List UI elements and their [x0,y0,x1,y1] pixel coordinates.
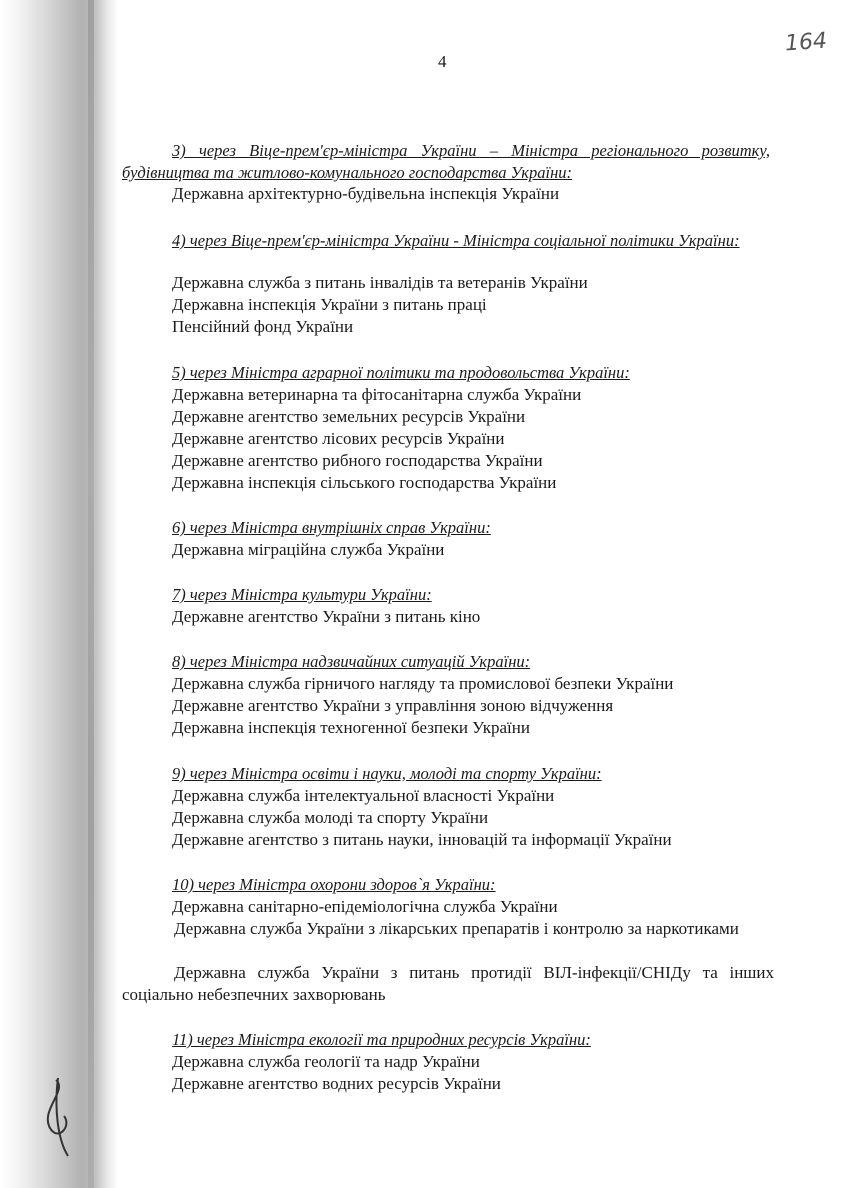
section-item: Державна ветеринарна та фітосанітарна служба України [172,385,582,404]
section-item: Державне агентство України з управління зоною відчуження [172,696,614,715]
section-item: Пенсійний фонд України [172,317,354,336]
section-item: Державна інспекція сільського господарства України [172,473,557,492]
section-item: Державне агентство рибного господарства України [172,451,543,470]
section-item: Державне агентство водних ресурсів України [172,1074,501,1093]
section-heading: 7) через Міністра культури України: [172,585,432,604]
section-item: Державна служба гірничого нагляду та промислової безпеки України [172,674,674,693]
section-item: Державне агентство лісових ресурсів України [172,429,505,448]
section-heading: 10) через Міністра охорони здоров`я України: [172,875,496,894]
section-item: Державне агентство земельних ресурсів України [172,407,526,426]
section-item: Державна служба інтелектуальної власності України [172,786,555,805]
section-item: Державна служба з питань інвалідів та ветеранів України [172,273,588,292]
section-item: Державна служба України з лікарських препаратів і контролю за наркотиками [174,919,739,938]
section-item: Державне агентство з питань науки, інновацій та інформації України [172,830,672,849]
scan-shadow-line [88,0,94,1188]
section-item: Державна архітектурно-будівельна інспекція України [172,184,560,203]
section-item: Державна міграційна служба України [172,540,445,559]
section-heading: 3) через Віце-прем'єр-міністра України – Міністра регіонального розвитку, будівництва та житлово-комунального господарства України: [122,141,770,182]
section-heading: 6) через Міністра внутрішніх справ України: [172,518,491,537]
section-heading: 9) через Міністра освіти і науки, молоді та спорту України: [172,764,602,783]
section-item: Державна служба геології та надр України [172,1052,480,1071]
section-item: Державне агентство України з питань кіно [172,607,481,626]
section-heading: 11) через Міністра екології та природних ресурсів України: [172,1030,591,1049]
section-item: Державна служба молоді та спорту України [172,808,489,827]
page-number: 4 [438,52,447,71]
section-item: Державна служба України з питань протидії ВІЛ-інфекції/СНІДу та інших соціально небезпечних захворювань [122,963,774,1004]
section-heading: 8) через Міністра надзвичайних ситуацій України: [172,652,531,671]
handwritten-sheet-number: 164 [784,28,828,57]
section-item: Державна інспекція техногенної безпеки України [172,718,530,737]
section-heading: 5) через Міністра аграрної політики та продовольства України: [172,363,630,382]
section-heading: 4) через Віце-прем'єр-міністра України - Міністра соціальної політики України: [172,231,740,250]
section-item: Державна санітарно-епідеміологічна служба України [172,897,558,916]
scan-shadow-edge [0,0,118,1188]
section-item: Державна інспекція України з питань праці [172,295,487,314]
signature-mark-icon [28,1070,88,1160]
